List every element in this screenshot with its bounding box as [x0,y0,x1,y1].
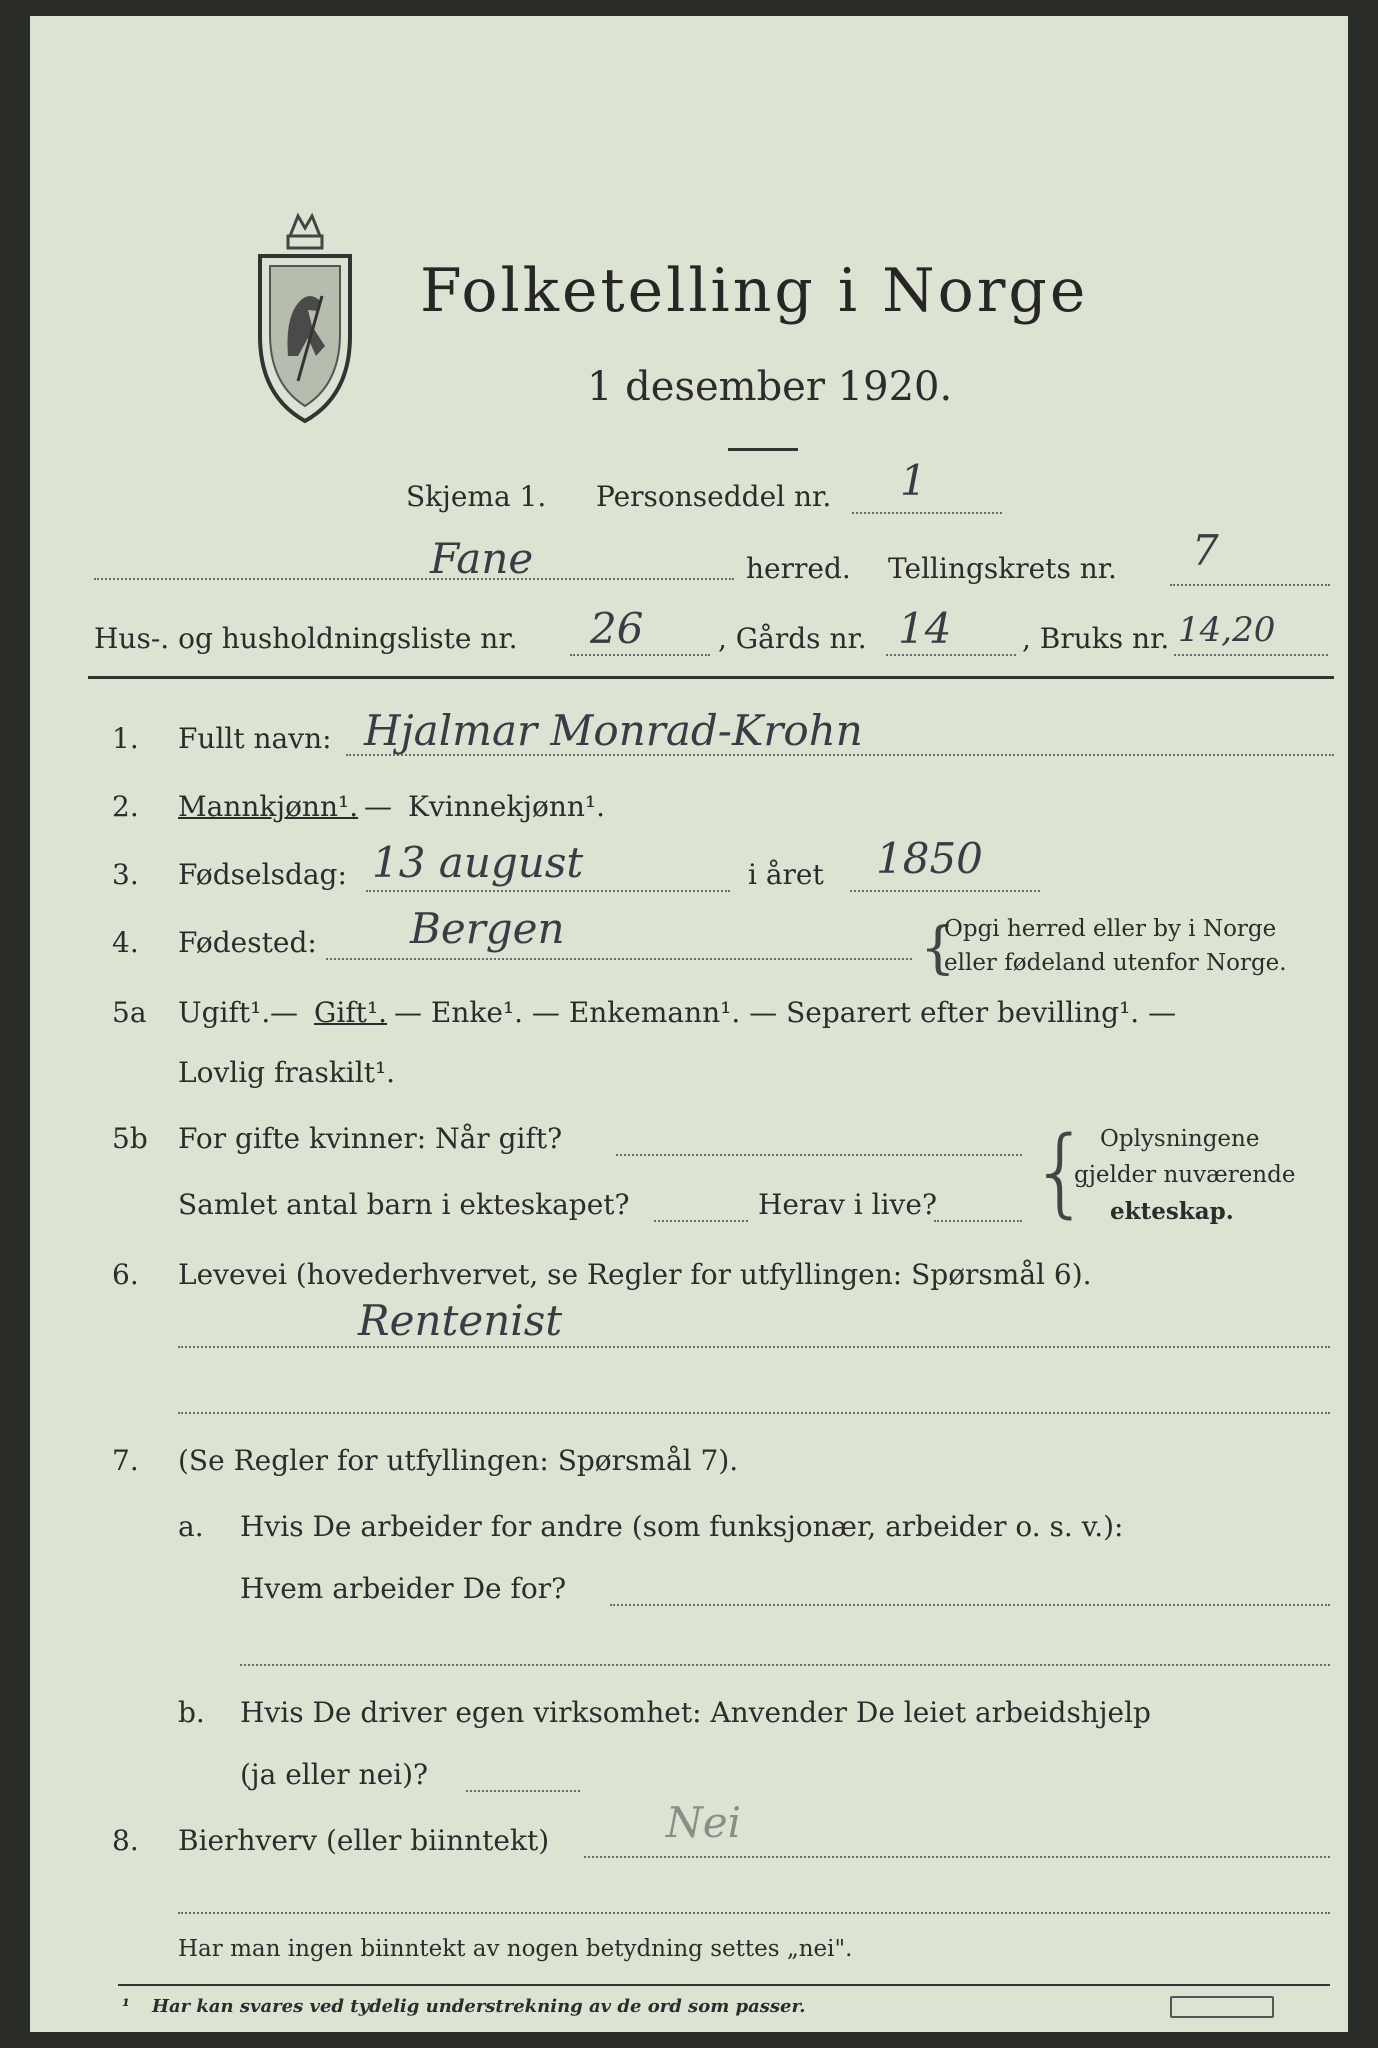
q8-side-income-value: Nei [666,1798,742,1847]
footnote-separator [118,1984,1330,1986]
personseddel-field-line [852,512,1002,514]
q1-number: 1. [112,722,139,755]
q3-label: Fødselsdag: [178,858,347,891]
q4-number: 4. [112,926,139,959]
q5a-ugift: Ugift¹. [178,996,271,1029]
q4-label: Fødested: [178,926,317,959]
tellingskrets-value: 7 [1192,526,1219,575]
q7b-question: (ja eller nei)? [240,1758,429,1791]
bruks-value: 14,20 [1178,610,1276,650]
q5a-dash: — [270,996,298,1029]
q7b-text: Hvis De driver egen virksomhet: Anvender De leiet arbeidshjelp [240,1696,1151,1729]
q3-year-value: 1850 [876,834,983,883]
personseddel-label: Personseddel nr. [596,480,832,513]
nei-instruction-note: Har man ingen biinntekt av nogen betydning settes „nei". [178,1936,853,1962]
printer-mark-box [1170,1996,1274,2018]
q5b-number: 5b [112,1122,148,1155]
q1-full-name-value: Hjalmar Monrad-Krohn [364,706,863,755]
q5b-note-line2: gjelder nuværende [1074,1162,1296,1188]
q4-note-line1: Opgi herred eller by i Norge [944,916,1277,942]
q8-number: 8. [112,1824,139,1857]
form-title: Folketelling i Norge [420,256,1089,326]
herred-label: herred. [746,552,851,585]
hus-label: Hus-. og husholdningsliste nr. [94,622,518,655]
q7b-field-line [466,1790,580,1792]
q6-label: Levevei (hovederhvervet, se Regler for utfyllingen: Spørsmål 6). [178,1258,1092,1291]
tellingskrets-field-line [1170,584,1330,586]
q5b-alive-line [934,1220,1022,1222]
header-separator [88,676,1334,679]
q5a-number: 5a [112,996,147,1029]
census-form-sheet [30,16,1348,2032]
q6-number: 6. [112,1258,139,1291]
q5b-married-when-line [616,1154,1022,1156]
q7-label: (Se Regler for utfyllingen: Spørsmål 7). [178,1444,739,1477]
q5b-note-line3: ekteskap. [1110,1198,1234,1225]
q7b-letter: b. [178,1696,205,1729]
footnote-text: Har kan svares ved tydelig understrekning av de ord som passer. [152,1996,806,2017]
hus-field-line [570,654,710,656]
q3-birthdate-value: 13 august [372,838,584,887]
q8-label: Bierhverv (eller biinntekt) [178,1824,550,1857]
q6-occupation-value: Rentenist [358,1296,563,1345]
q5b-children-label: Samlet antal barn i ekteskapet? [178,1188,630,1221]
q4-brace: { [920,916,956,981]
q3-number: 3. [112,858,139,891]
q4-note-line2: eller fødeland utenfor Norge. [944,950,1287,976]
q4-field-line [326,958,912,960]
q3-year-label: i året [748,858,824,891]
title-divider [728,448,798,451]
skjema-label: Skjema 1. [406,480,547,513]
q5b-note-line1: Oplysningene [1100,1126,1260,1152]
q6-field-line-2 [178,1412,1330,1414]
q3-year-field-line [850,890,1040,892]
q5b-married-when-label: For gifte kvinner: Når gift? [178,1122,563,1155]
personseddel-value: 1 [900,456,927,505]
q7a-letter: a. [178,1510,204,1543]
q5b-alive-label: Herav i live? [758,1188,937,1221]
q7a-field-line-1 [610,1604,1330,1606]
q5b-brace: { [1030,1116,1092,1228]
census-date: 1 desember 1920. [587,364,953,410]
q5a-other-options: — Enke¹. — Enkemann¹. — Separert efter bevilling¹. — [394,996,1177,1029]
q5a-lovlig-fraskilt: Lovlig fraskilt¹. [178,1056,396,1089]
q5b-children-line [654,1220,748,1222]
herred-field-line [94,578,734,580]
hus-value: 26 [590,604,644,653]
q7a-text: Hvis De arbeider for andre (som funksjonær, arbeider o. s. v.): [240,1510,1124,1543]
q1-label: Fullt navn: [178,722,332,755]
q2-mannkjonn-underlined: Mannkjønn¹. [178,790,359,823]
q2-separator: — [364,790,392,823]
q7a-question: Hvem arbeider De for? [240,1572,567,1605]
q2-kvinnekjonn: Kvinnekjønn¹. [408,790,606,823]
q7a-field-line-2 [240,1664,1330,1666]
coat-of-arms-emblem [250,206,360,426]
bruks-field-line [1174,654,1328,656]
q2-number: 2. [112,790,139,823]
gards-value: 14 [898,604,952,653]
gards-label: , Gårds nr. [718,622,867,655]
footnote-marker: ¹ [122,1996,130,2017]
q3-date-field-line [366,890,730,892]
bruks-label: , Bruks nr. [1022,622,1170,655]
tellingskrets-label: Tellingskrets nr. [888,552,1117,585]
gards-field-line [886,654,1016,656]
q5a-gift-underlined: Gift¹. [314,996,388,1029]
q6-field-line-1 [178,1346,1330,1348]
q8-field-line-2 [178,1912,1330,1914]
q8-field-line-1 [584,1856,1330,1858]
herred-value: Fane [430,534,534,583]
q7-number: 7. [112,1444,139,1477]
q4-birthplace-value: Bergen [410,904,565,953]
